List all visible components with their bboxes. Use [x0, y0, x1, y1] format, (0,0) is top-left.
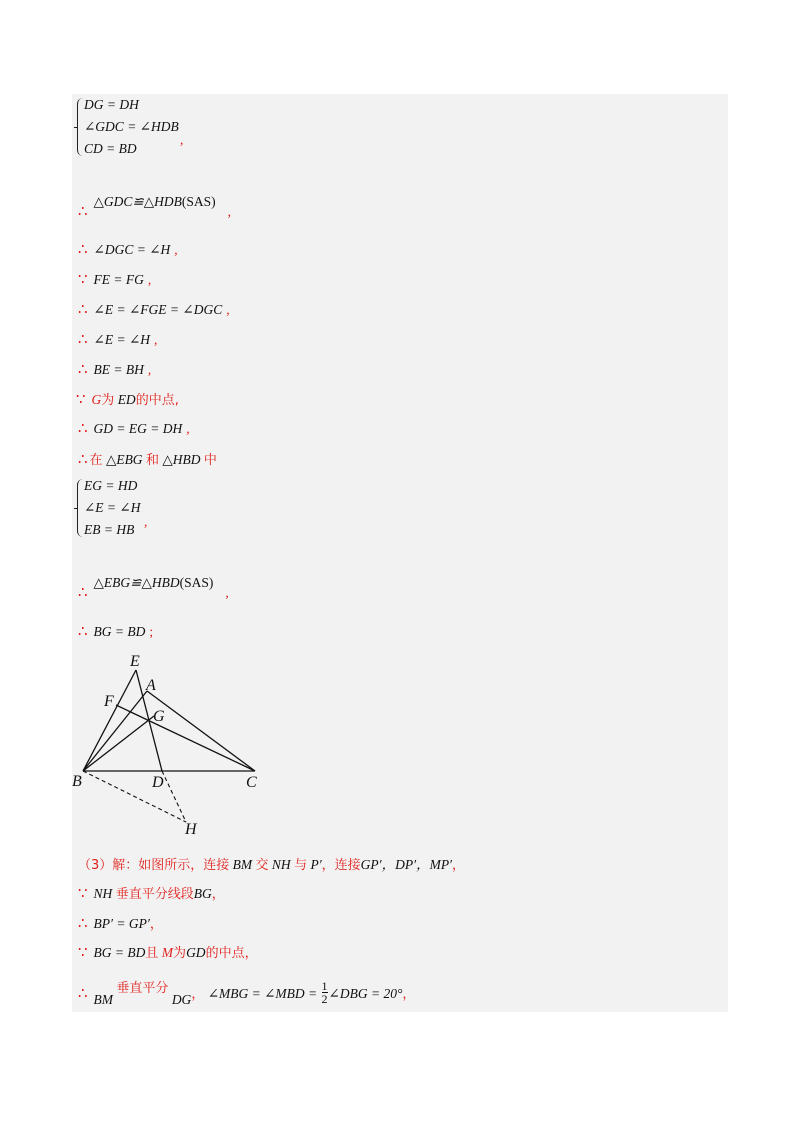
label-a: A: [146, 677, 156, 694]
part3-line-4: ∵ BG = BD且 M为GD的中点，: [78, 945, 258, 961]
label-c: C: [246, 774, 257, 791]
brace-system-2: [77, 479, 84, 537]
part3-line-5: ∴ BM 垂直平分 DG， ∠MBG = ∠MBD = $\frac{1}{2}$ ∠DBG = 20°，: [78, 979, 416, 1008]
segment-ba: [83, 691, 147, 771]
label-g: G: [153, 708, 165, 725]
fraction-one-half: $\frac{1}{2}$: [321, 979, 328, 1006]
label-f: F: [104, 693, 114, 710]
system1-line-1: DG = DH: [84, 97, 139, 112]
step-angle-e-fge-dgc: ∴ ∠E = ∠FGE = ∠DGC ,: [78, 302, 230, 318]
segment-ac: [147, 691, 255, 771]
system1-comma: ,: [180, 132, 184, 147]
label-e: E: [130, 653, 140, 670]
step-in-triangles: ∴ 在 △EBG 和 △HBD 中: [78, 452, 217, 468]
part3-line-1: （3）解：如图所示，连接 BM 交 NH 与 P′，连接GP′，DP′，MP′，: [78, 857, 466, 873]
step-angle-dgc-h: ∴ ∠DGC = ∠H ,: [78, 242, 178, 258]
step-fe-fg: ∵ FE = FG ,: [78, 272, 152, 288]
segment-be: [83, 670, 136, 771]
part3-line-2: ∵ NH 垂直平分线段BG，: [78, 886, 225, 902]
step-g-midpoint-ed: ∵ G为 ED的中点,: [76, 392, 179, 408]
system1-line-3: CD = BD: [84, 141, 137, 156]
step-bg-bd: ∴ BG = BD ;: [78, 624, 154, 640]
step-be-bh: ∴ BE = BH ,: [78, 362, 152, 378]
step-angle-e-h: ∴ ∠E = ∠H ,: [78, 332, 158, 348]
part3-line-3: ∴ BP′ = GP′，: [78, 916, 163, 932]
system1-line-2: ∠GDC = ∠HDB: [84, 119, 179, 134]
system2-comma: ,: [144, 514, 148, 529]
solution-panel: [72, 94, 728, 1012]
segment-bh-dashed: [83, 771, 186, 822]
system2-line-1: EG = HD: [84, 478, 138, 493]
system2-line-2: ∠E = ∠H: [84, 500, 141, 515]
brace-system-1: [77, 98, 84, 156]
segment-bg: [83, 716, 154, 771]
system2-line-3: EB = HB: [84, 522, 135, 537]
geometry-figure: [68, 648, 288, 838]
label-b: B: [72, 773, 82, 790]
segment-fc: [116, 705, 255, 771]
label-d: D: [152, 774, 164, 791]
step-gd-eg-dh: ∴ GD = EG = DH ,: [78, 421, 190, 437]
step-congruent-gdc-hdb: ∴△GDC≌△HDB(SAS),: [78, 194, 232, 220]
label-h: H: [185, 821, 197, 838]
step-congruent-ebg-hbd: ∴△EBG≌△HBD(SAS),: [78, 575, 229, 601]
segment-dh-dashed: [162, 771, 186, 822]
